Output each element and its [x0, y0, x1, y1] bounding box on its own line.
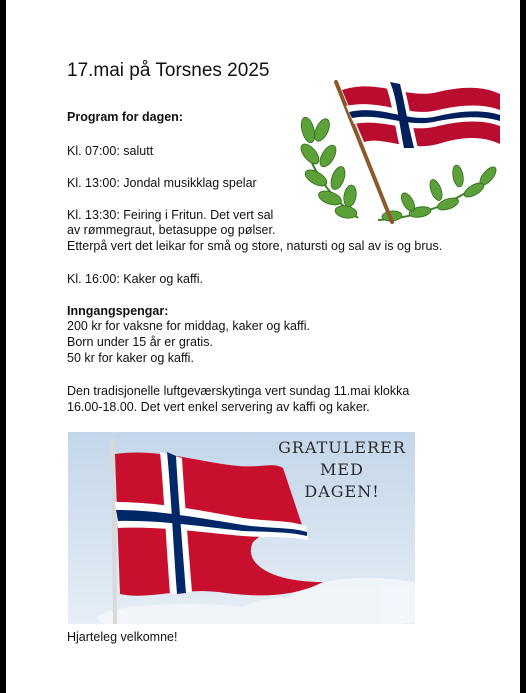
laurel-right	[378, 164, 499, 222]
congratulations-line-1: GRATULERER	[278, 438, 406, 457]
shooting-line-2: 16.00-18.00. Det vert enkel servering av kaffi og kaker.	[67, 400, 370, 414]
laurel-left	[298, 116, 358, 220]
congratulations-line-3: DAGEN!	[304, 482, 380, 501]
photo-flag-pole	[113, 438, 115, 624]
poster-page	[6, 0, 520, 693]
program-item-kaker: Kl. 16:00: Kaker og kaffi.	[67, 272, 203, 286]
program-item-feiring: Kl. 13:30: Feiring i Fritun. Det vert sal	[67, 208, 274, 222]
norwegian-flag-laurel-illustration	[288, 78, 506, 226]
shooting-line-1: Den tradisjonelle luftgeværskytinga vert sundag 11.mai klokka	[67, 384, 410, 398]
program-item-feiring-food: av rømmegraut, betasuppe og pølser.	[67, 223, 276, 237]
fees-heading: Inngangspengar:	[67, 304, 169, 318]
fee-adults: 200 kr for vaksne for middag, kaker og kaffi.	[67, 319, 310, 333]
header-flag-cloth	[342, 82, 500, 148]
program-item-feiring-games: Etterpå vert det leikar for små og store, natursti og sal av is og brus.	[67, 239, 443, 253]
fee-children: Born under 15 år er gratis.	[67, 335, 213, 349]
footer-welcome: Hjarteleg velkomne!	[67, 630, 178, 644]
page-title: 17.mai på Torsnes 2025	[67, 60, 270, 81]
congratulations-line-2: MED	[320, 460, 364, 479]
program-heading: Program for dagen:	[67, 110, 183, 124]
congratulations-text	[276, 437, 408, 503]
program-item-salutt: Kl. 07:00: salutt	[67, 144, 154, 158]
program-item-musikklag: Kl. 13:00: Jondal musikklag spelar	[67, 176, 257, 190]
fee-cake: 50 kr for kaker og kaffi.	[67, 351, 194, 365]
